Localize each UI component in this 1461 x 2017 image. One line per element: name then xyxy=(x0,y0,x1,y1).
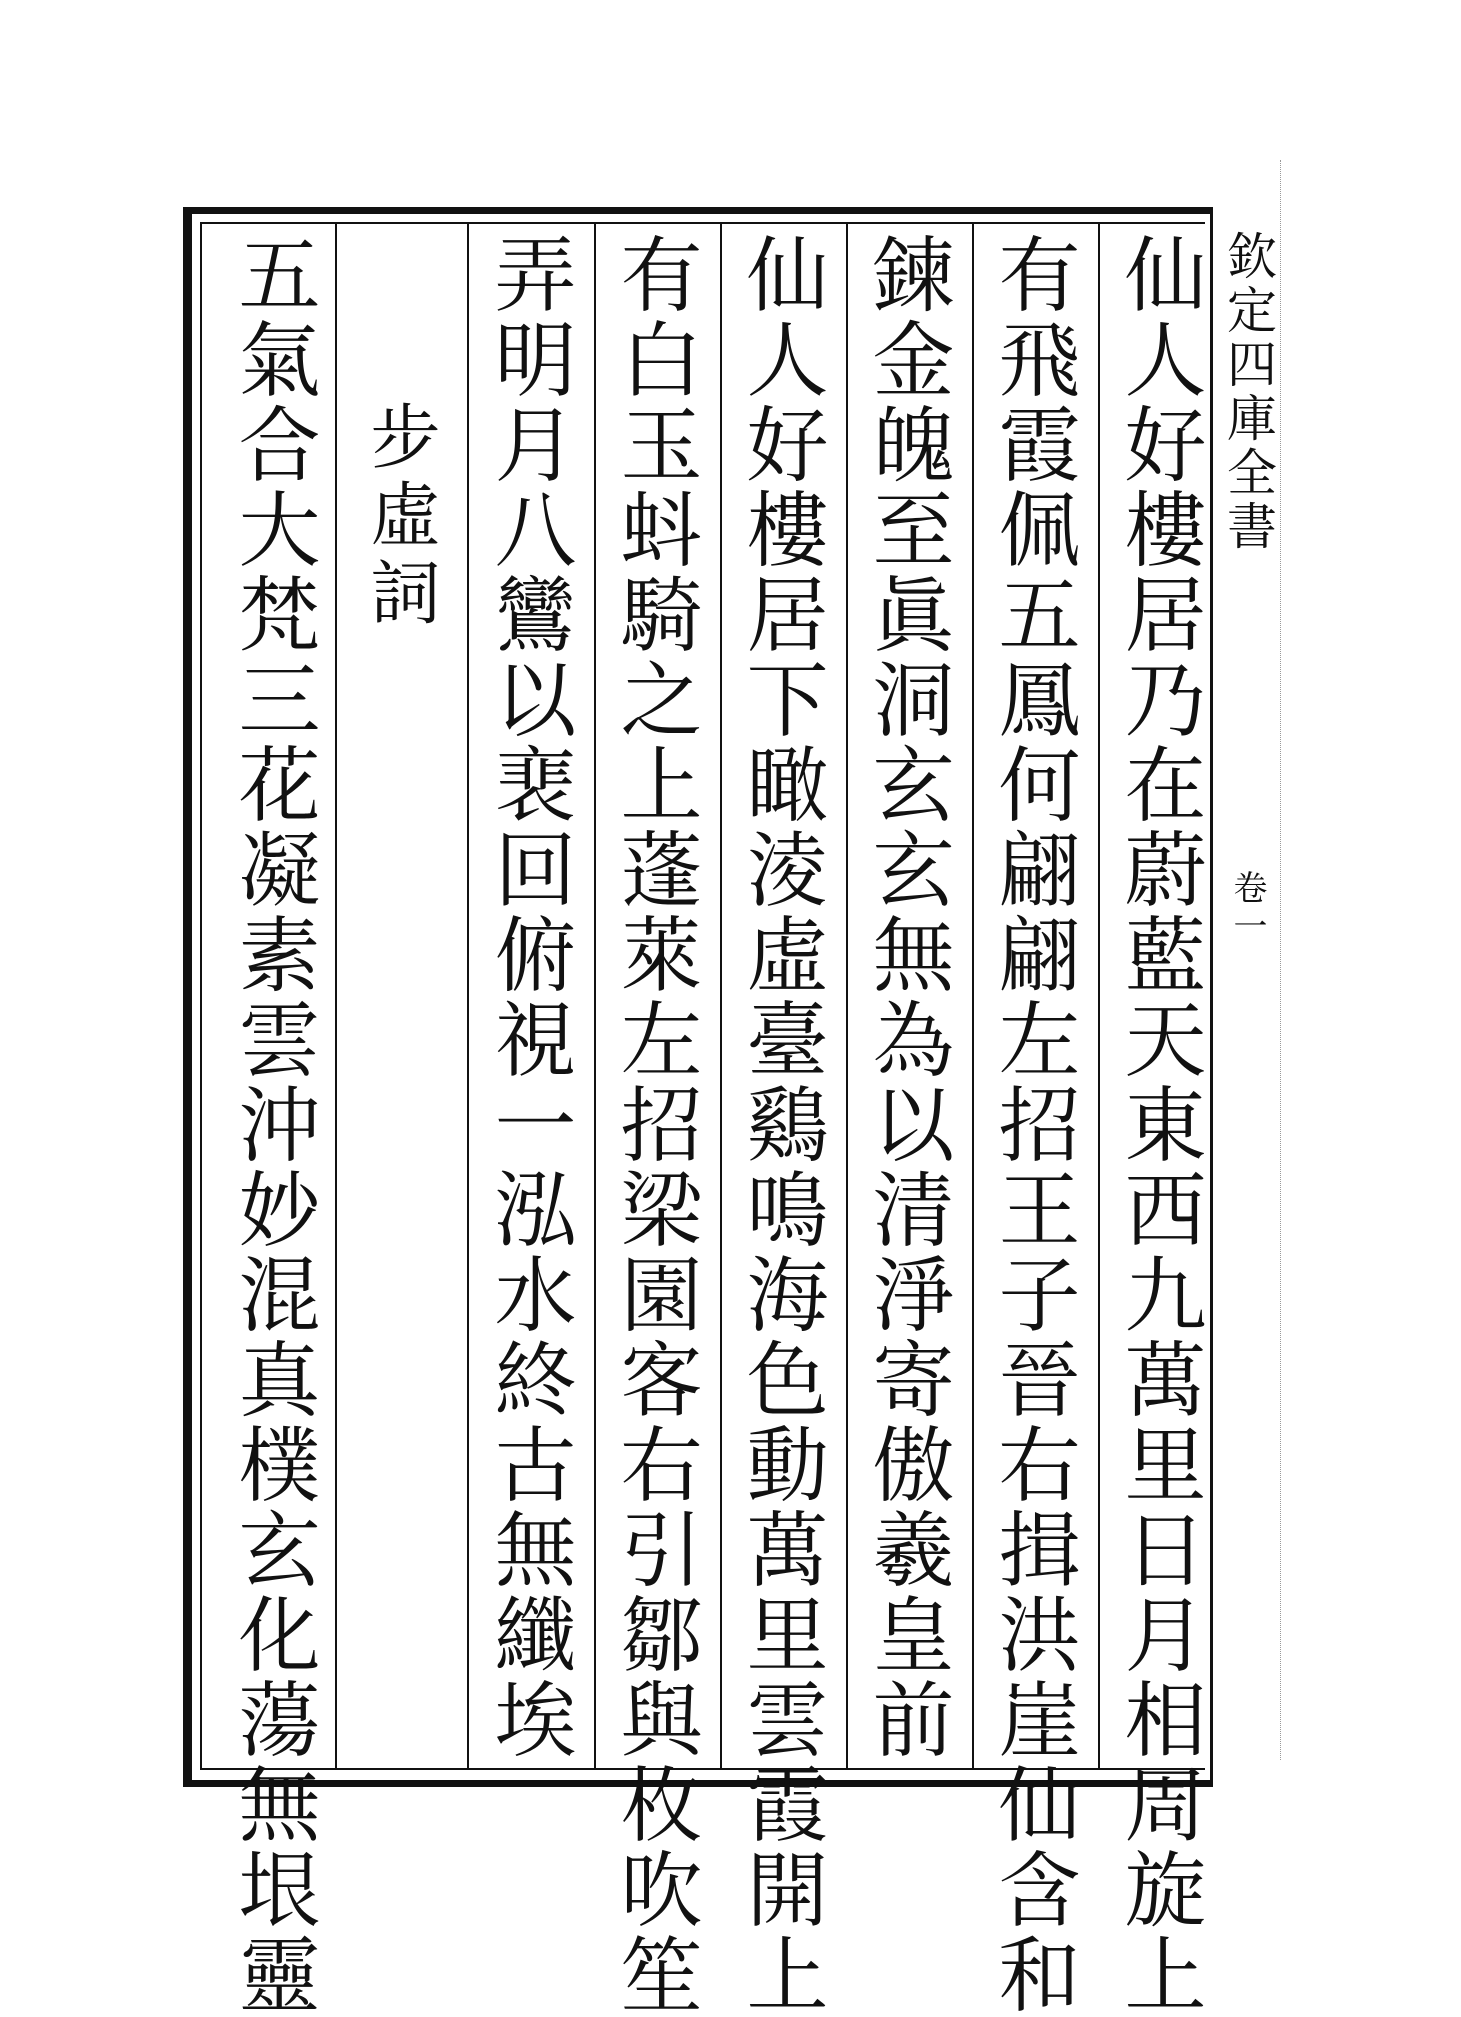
column-rule xyxy=(846,222,848,1770)
text-column-8: 五氣合大梵三花凝素雲沖妙混真樸玄化蕩無垠靈 xyxy=(225,232,320,2017)
text-column-2: 有飛霞佩五鳳何翩翩左招王子晉右揖洪崖仙含和 xyxy=(985,232,1080,2017)
text-column-3: 鍊金魄至眞洞玄玄無為以清淨寄傲羲皇前 xyxy=(859,232,954,1762)
column-rule xyxy=(594,222,596,1770)
text-column-4: 仙人好樓居下瞰淩虛臺鷄鳴海色動萬里雲霞開上 xyxy=(733,232,828,2017)
column-rule xyxy=(1098,222,1100,1770)
margin-book-title: 欽定四庫全書 xyxy=(1219,230,1277,554)
column-rule xyxy=(720,222,722,1770)
column-rule xyxy=(467,222,469,1770)
column-rule xyxy=(972,222,974,1770)
section-title: 步虛詞 xyxy=(359,400,441,634)
text-column-1: 仙人好樓居乃在蔚藍天東西九萬里日月相周旋上 xyxy=(1111,232,1206,2017)
column-rule xyxy=(335,222,337,1770)
margin-juan-label: 卷一 xyxy=(1227,870,1267,946)
margin-dotted-rule xyxy=(1280,160,1281,1760)
text-column-5: 有白玉蚪騎之上蓬萊左招梁園客右引鄒與枚吹笙 xyxy=(607,232,702,2017)
text-column-6: 弄明月八鸞以裵回俯視一泓水終古無纖埃 xyxy=(481,232,576,1762)
